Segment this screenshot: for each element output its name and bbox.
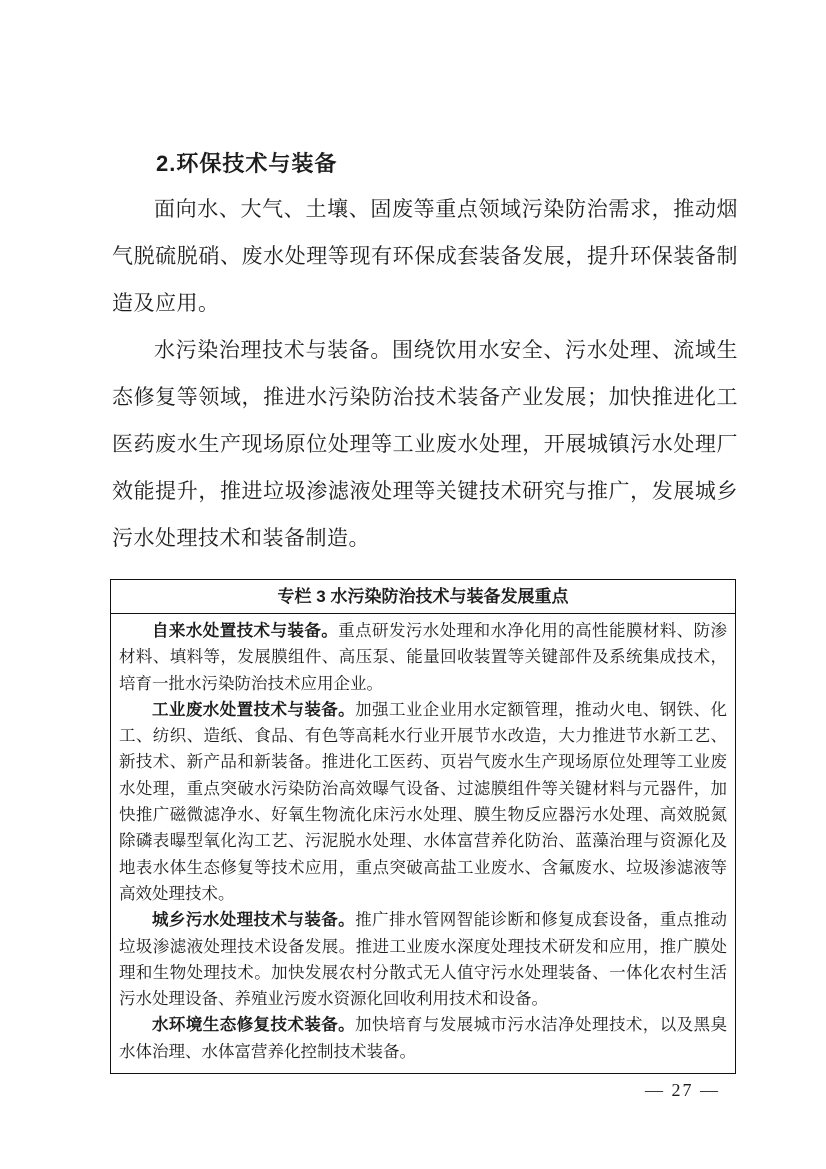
feature-box — [110, 579, 736, 1074]
box-item-lead: 城乡污水处理技术与装备。 — [152, 911, 356, 930]
box-item-lead: 自来水处置技术与装备。 — [152, 622, 339, 640]
feature-box-body — [111, 614, 735, 1073]
box-item-eco-restoration — [119, 1012, 727, 1065]
paragraph-water-pollution: 水污染治理技术与装备。围绕饮用水安全、污水处理、流域生态修复等领域，推进水污染防治技术装备产业发展；加快推进化工医药废水生产现场原位处理等工业废水处理，开展城镇污水处理厂效能提升，推进垃圾渗滤液处理等关键技术研究与推广，发展城乡污水处理技术和装备制造。 — [112, 338, 738, 550]
document-content — [112, 150, 738, 1074]
feature-box-title: 专栏 3 水污染防治技术与装备发展重点 — [111, 580, 735, 614]
page-number: — 27 — — [645, 1080, 720, 1100]
box-item-text: 加快培育与发展城市污水洁净处理技术，以及黑臭水体治理、水体富营养化控制技术装备。 — [119, 1015, 728, 1061]
box-item-text: 加强工业企业用水定额管理，推动火电、钢铁、化工、纺织、造纸、食品、有色等高耗水行业开展节水改造，大力推进节水新工艺、新技术、新产品和新装备。推进化工医药、页岩气废水生产现场原位处理等工业废水处理，重点突破水污染防治高效曝气设备、过滤膜组件等关键材料与元器件，加快推广磁微滤净水、好氧生物流化床污水处理、膜生物反应器污水处理、高效脱氮除磷表曝型氧化沟工艺、污泥脱水处理、水体富营养化防治、蓝藻治理与资源化及地表水体生态修复等技术应用，重点突破高盐工业废水、含氟废水、垃圾渗滤液等高效处理技术。 — [119, 699, 728, 903]
box-item-industrial-wastewater — [119, 697, 727, 907]
box-item-urban-rural-sewage — [119, 907, 727, 1012]
paragraph-intro: 面向水、大气、土壤、固废等重点领域污染防治需求，推动烟气脱硫脱硝、废水处理等现有环保成套装备发展，提升环保装备制造及应用。 — [112, 197, 738, 315]
box-item-lead: 工业废水处置技术与装备。 — [152, 700, 356, 719]
box-item-text: 推广排水管网智能诊断和修复成套设备，重点推动垃圾渗滤液处理技术设备发展。推进工业废水深度处理技术研发和应用，推广膜处理和生物处理技术。加快发展农村分散式无人值守污水处理装备、一体化农村生活污水处理设备、养殖业污废水资源化回收利用技术和设备。 — [119, 910, 728, 1009]
box-item-text: 重点研发污水处理和水净化用的高性能膜材料、防渗材料、填料等，发展膜组件、高压泵、能量回收装置等关键部件及系统集成技术，培育一批水污染防治技术应用企业。 — [119, 621, 728, 693]
section-heading: 2.环保技术与装备 — [156, 151, 338, 176]
box-item-tap-water — [119, 618, 727, 697]
box-item-lead: 水环境生态修复技术装备。 — [152, 1016, 356, 1035]
